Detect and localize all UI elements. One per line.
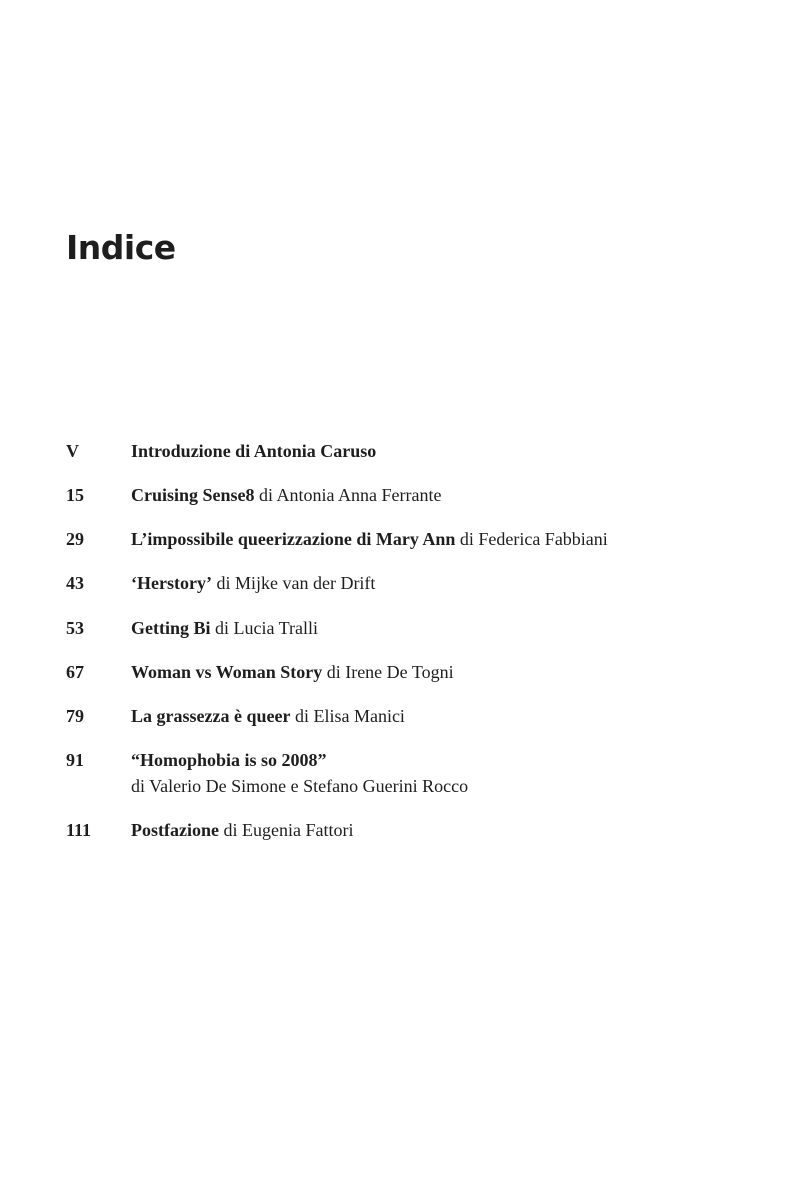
- chapter-author: di Valerio De Simone e Stefano Guerini Rocco: [131, 776, 469, 796]
- page-number: 29: [66, 529, 84, 549]
- chapter-title: Woman vs Woman Story: [131, 662, 323, 682]
- chapter-title: Postfazione: [131, 820, 219, 840]
- chapter-author: di Irene De Togni: [326, 662, 454, 682]
- entry-text: [131, 570, 771, 596]
- entry-text: [131, 482, 771, 508]
- entry-text: [131, 615, 771, 641]
- page-number: 43: [66, 573, 84, 593]
- chapter-title: “Homophobia is so 2008”: [131, 750, 327, 770]
- page-number: 67: [66, 662, 84, 682]
- entry-text: [131, 659, 771, 685]
- chapter-author: di Federica Fabbiani: [459, 529, 608, 549]
- page-number: 111: [66, 820, 92, 840]
- page-number: V: [66, 441, 79, 461]
- chapter-author: di Mijke van der Drift: [216, 573, 376, 593]
- page-number: 53: [66, 618, 84, 638]
- chapter-author: di Eugenia Fattori: [223, 820, 354, 840]
- chapter-author: di Lucia Tralli: [215, 618, 318, 638]
- chapter-title: ‘Herstory’: [131, 573, 212, 593]
- chapter-author: di Elisa Manici: [294, 706, 405, 726]
- chapter-title: L’impossibile queerizzazione di Mary Ann: [131, 529, 456, 549]
- page-number: 91: [66, 750, 84, 770]
- entry-text: [131, 817, 771, 843]
- entry-text: [131, 747, 771, 799]
- chapter-author: di Antonia Anna Ferrante: [259, 485, 442, 505]
- chapter-title: Getting Bi: [131, 618, 211, 638]
- chapter-title: La grassezza è queer: [131, 706, 291, 726]
- entry-text: [131, 526, 771, 552]
- entry-text: [131, 703, 771, 729]
- page-number: 15: [66, 485, 84, 505]
- page-number: 79: [66, 706, 84, 726]
- chapter-title: Cruising Sense8: [131, 485, 255, 505]
- entry-text: [131, 438, 771, 464]
- page-title: Indice: [66, 228, 176, 267]
- chapter-title: Introduzione di Antonia Caruso: [131, 441, 377, 461]
